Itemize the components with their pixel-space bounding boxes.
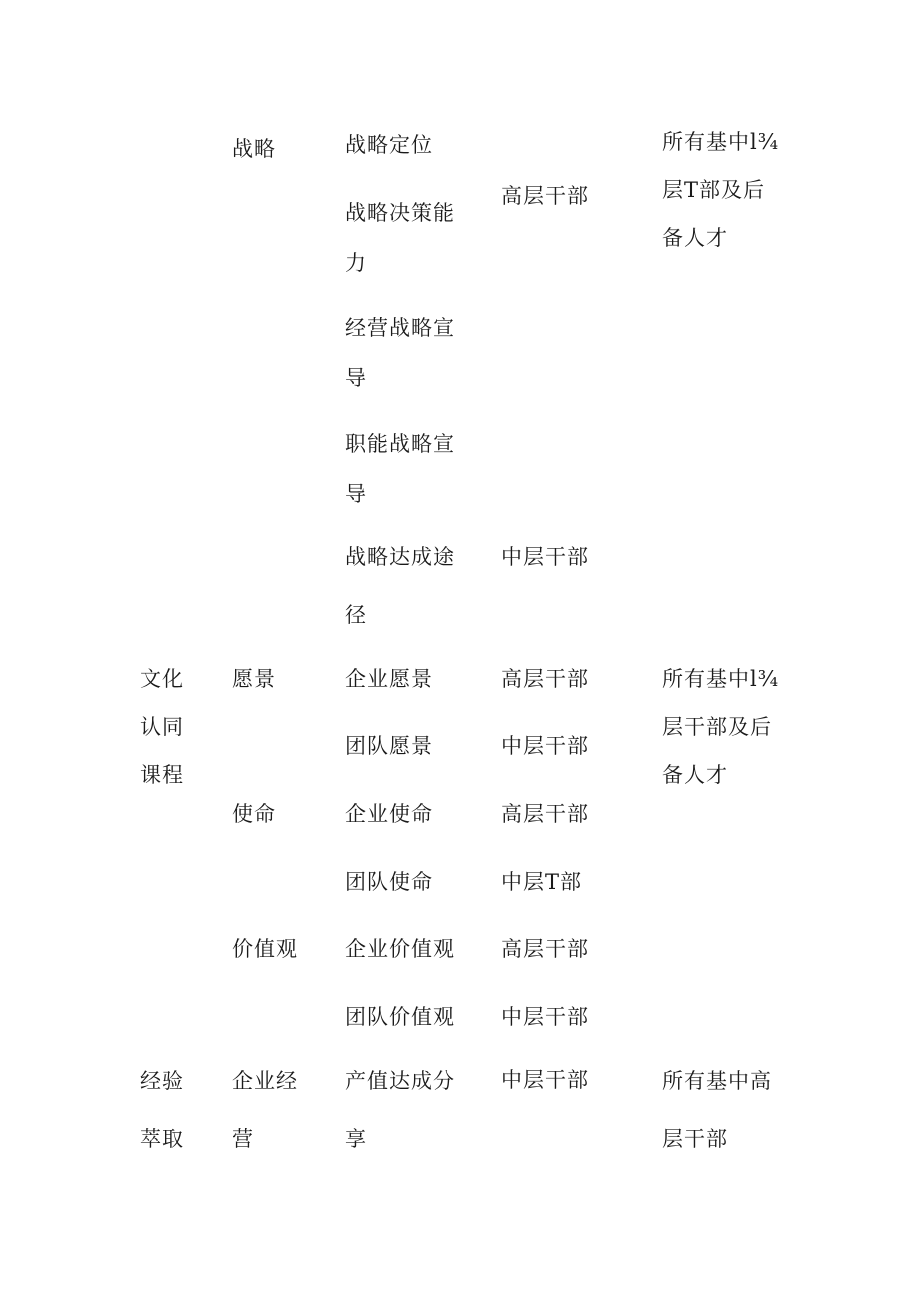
audience-strategy: 所有基中l¾ 层T部及后 备人才 xyxy=(662,130,780,250)
topic-team-values: 团队价值观 xyxy=(345,1005,455,1029)
category-vision: 愿景 xyxy=(232,667,276,691)
topic-enterprise-values: 企业价值观 xyxy=(345,937,455,961)
topic-strategy-achievement-path: 战略达成途 径 xyxy=(345,545,455,627)
target-enterprise-values: 高层干部 xyxy=(501,937,589,961)
target-experience: 中层干部 xyxy=(501,1068,589,1092)
topic-output-achievement-sharing: 产值达成分 享 xyxy=(345,1069,455,1151)
category-enterprise-operation: 企业经 营 xyxy=(232,1069,298,1151)
target-enterprise-vision: 高层干部 xyxy=(501,667,589,691)
audience-culture: 所有基中l¾ 层干部及后 备人才 xyxy=(662,667,780,787)
target-team-mission: 中层T部 xyxy=(501,870,583,894)
category-values: 价值观 xyxy=(232,937,298,961)
audience-experience: 所有基中高 层干部 xyxy=(662,1069,772,1151)
topic-enterprise-vision: 企业愿景 xyxy=(345,667,433,691)
topic-business-strategy-advocacy: 经营战略宣 导 xyxy=(345,316,455,390)
topic-team-mission: 团队使命 xyxy=(345,870,433,894)
topic-functional-strategy-advocacy: 职能战略宣 导 xyxy=(345,432,455,506)
course-culture: 文化 认同 课程 xyxy=(140,667,184,787)
target-enterprise-mission: 高层干部 xyxy=(501,802,589,826)
target-team-vision: 中层干部 xyxy=(501,734,589,758)
target-strategy-mid: 中层干部 xyxy=(501,545,589,569)
topic-strategy-positioning: 战略定位 xyxy=(345,133,433,157)
topic-enterprise-mission: 企业使命 xyxy=(345,802,433,826)
topic-team-vision: 团队愿景 xyxy=(345,734,433,758)
topic-strategy-decision: 战略决策能 力 xyxy=(345,201,455,275)
target-team-values: 中层干部 xyxy=(501,1005,589,1029)
course-experience: 经验 萃取 xyxy=(140,1069,184,1151)
category-strategy: 战略 xyxy=(232,137,276,161)
target-strategy-high: 高层干部 xyxy=(501,184,589,208)
category-mission: 使命 xyxy=(232,802,276,826)
